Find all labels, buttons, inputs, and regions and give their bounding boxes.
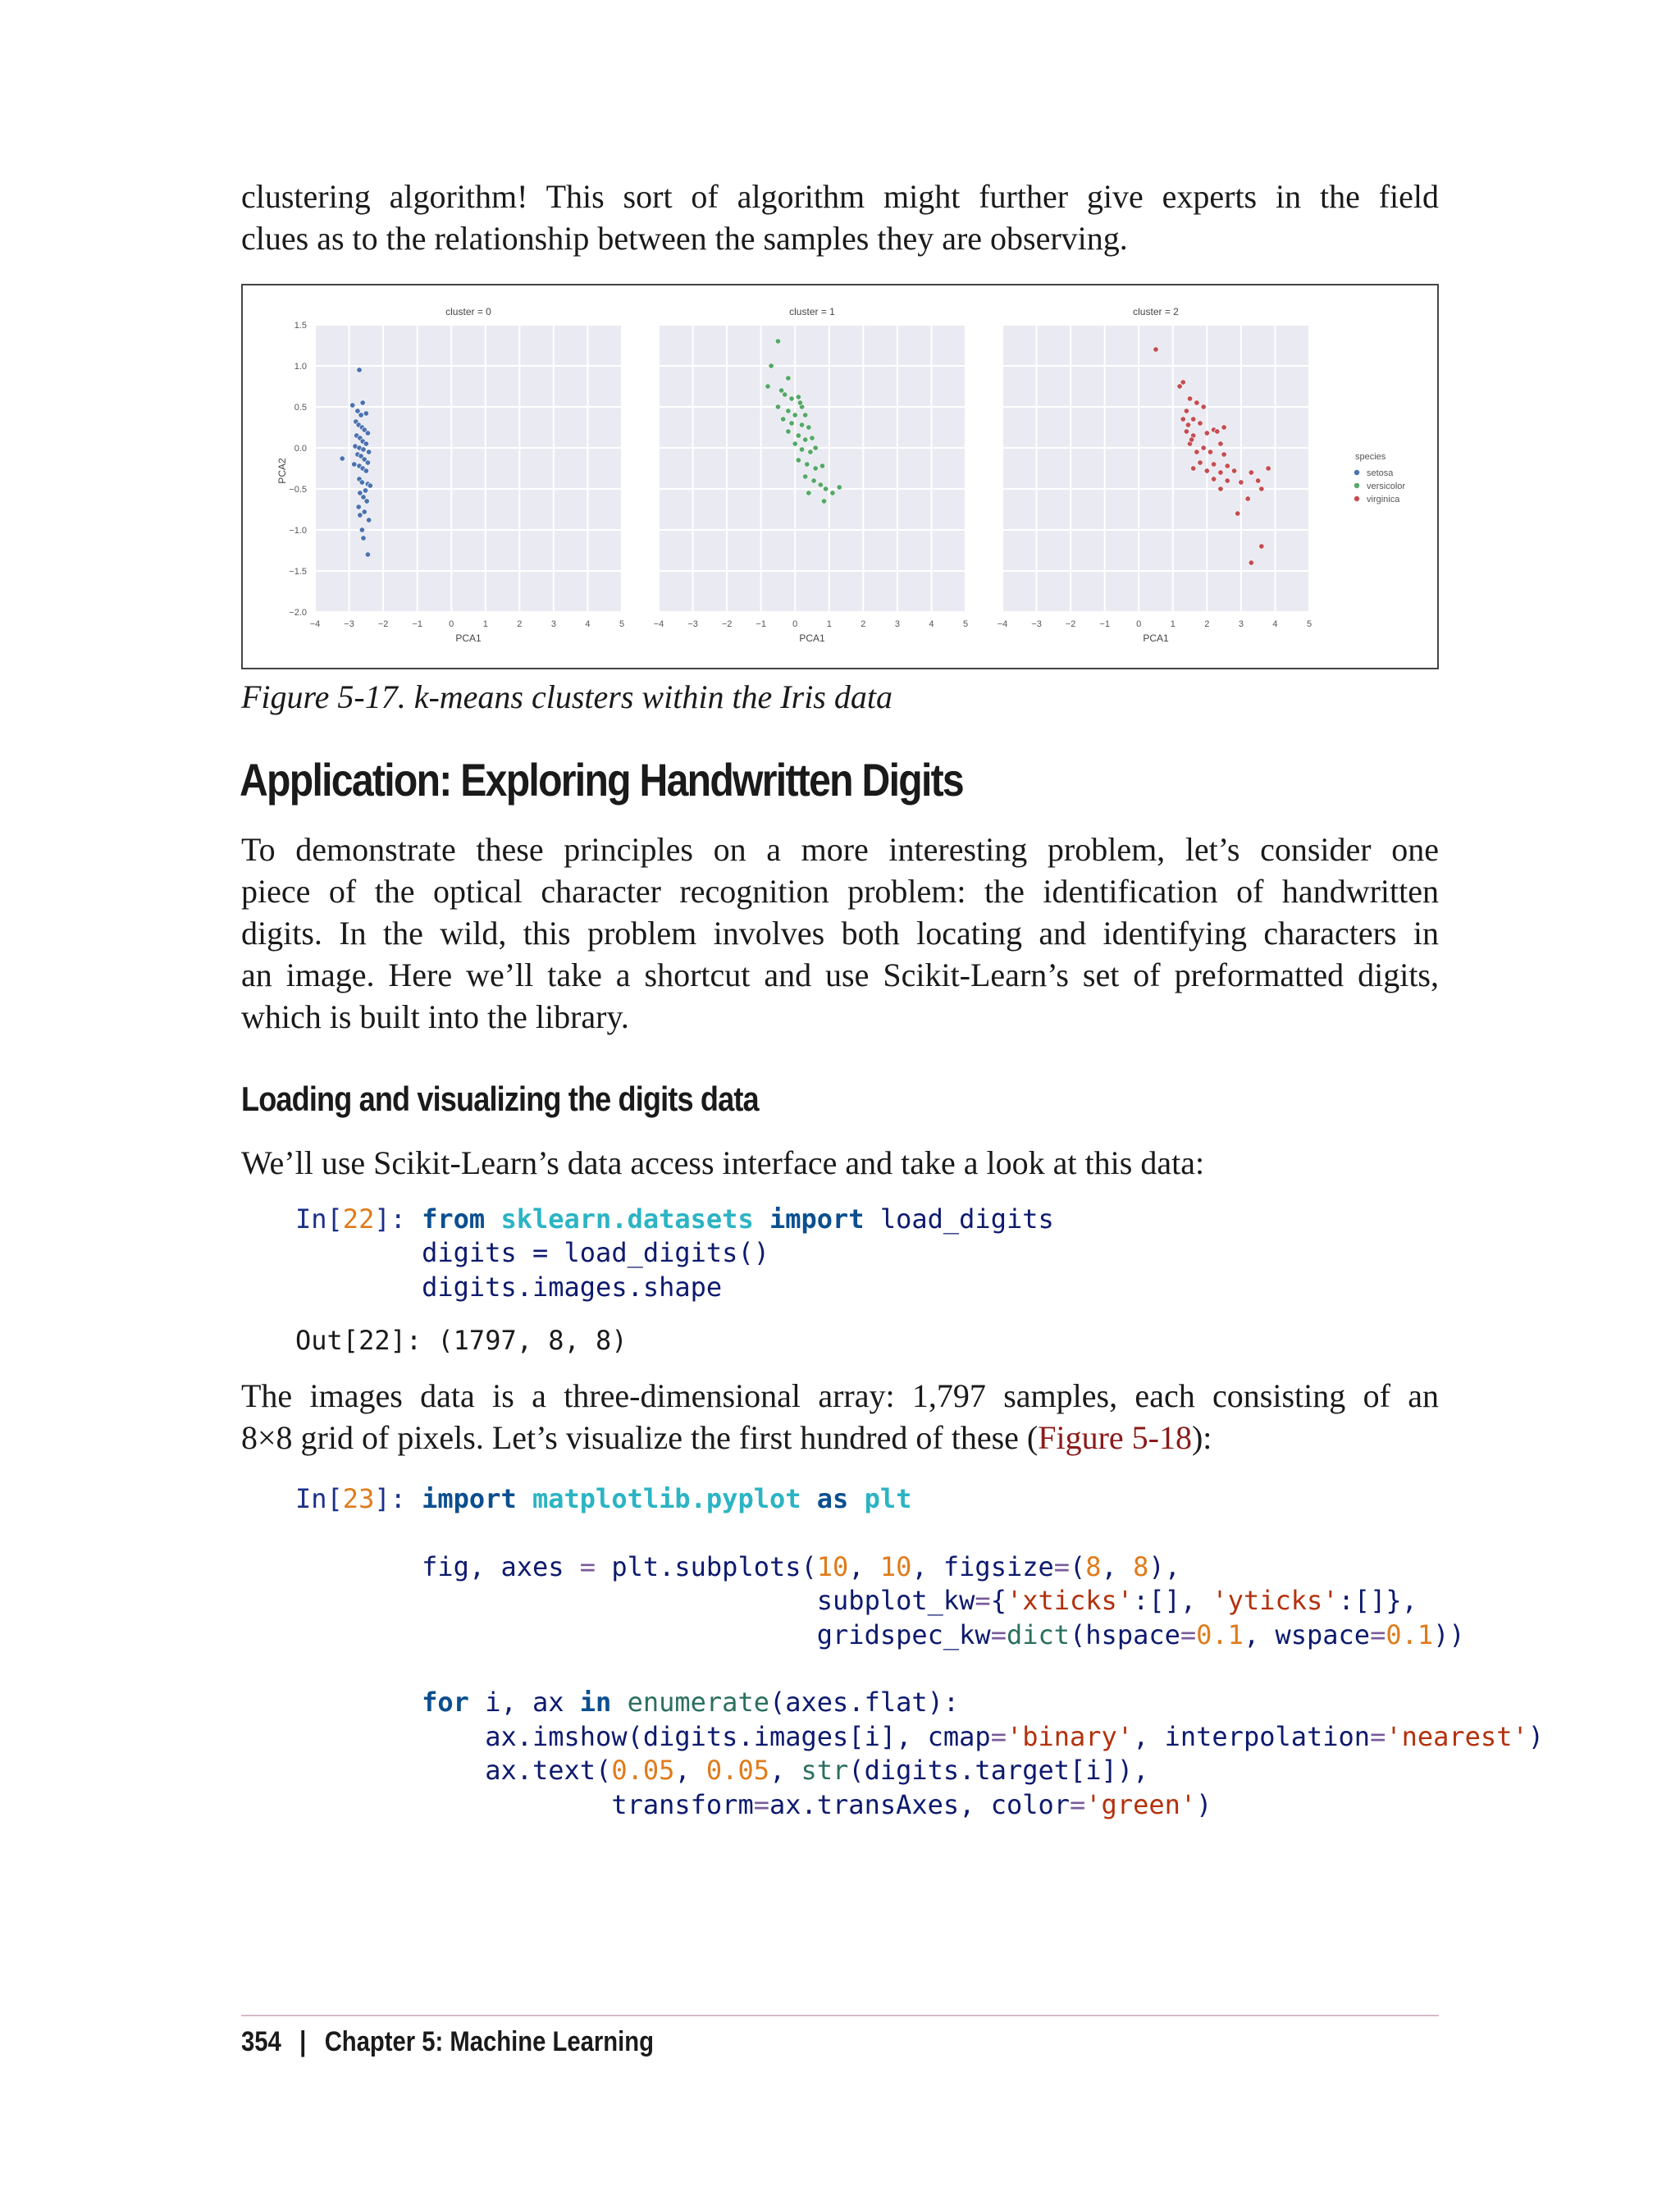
y-axis-label: PCA2 <box>276 458 288 484</box>
x-tick-label: 2 <box>861 619 866 629</box>
x-tick-label: −2 <box>721 619 733 629</box>
scatter-facet-chart <box>243 285 1439 669</box>
facet-title: cluster = 0 <box>445 306 491 317</box>
y-tick-label: 1.0 <box>294 362 307 372</box>
code-line-2: digits = load_digits() <box>422 1237 769 1269</box>
data-point-virginica <box>1225 463 1230 468</box>
code-alias: plt <box>864 1483 912 1514</box>
data-point-virginica <box>1198 421 1203 426</box>
data-point-versicolor <box>808 450 813 454</box>
intro-paragraph <box>241 176 1439 259</box>
x-tick-label: 2 <box>517 619 523 629</box>
data-point-setosa <box>359 480 364 485</box>
code-line-3: digits.images.shape <box>422 1271 723 1303</box>
data-point-setosa <box>360 400 365 405</box>
data-point-versicolor <box>786 429 791 434</box>
x-tick-label: −1 <box>1099 619 1110 629</box>
para1-line-2: piece of the optical character recognition problem: the identification of handwritten <box>241 873 1439 910</box>
data-point-setosa <box>364 499 369 504</box>
x-tick-label: 0 <box>1136 619 1142 629</box>
x-tick-label: 2 <box>1204 619 1210 629</box>
x-tick-label: 1 <box>482 619 488 629</box>
prompt-close: ]: <box>374 1483 406 1514</box>
section-heading: Application: Exploring Handwritten Digits <box>240 754 963 806</box>
intro-line-1: clustering algorithm! This sort of algorithm might further give experts in the field <box>241 178 1439 215</box>
footer-separator: | <box>299 2026 307 2057</box>
figure-caption: Figure 5-17. k-means clusters within the Iris data <box>241 678 892 715</box>
x-tick-label: 1 <box>826 619 832 629</box>
data-point-virginica <box>1211 477 1216 482</box>
data-point-versicolor <box>806 491 811 495</box>
data-point-versicolor <box>806 425 811 430</box>
data-point-versicolor <box>796 433 801 438</box>
data-point-virginica <box>1201 404 1206 409</box>
data-point-versicolor <box>783 392 788 397</box>
data-point-virginica <box>1208 450 1212 454</box>
x-tick-label: 4 <box>929 619 934 629</box>
facet-title: cluster = 1 <box>789 306 835 317</box>
y-tick-label: −1.0 <box>289 526 307 536</box>
data-point-virginica <box>1235 511 1240 516</box>
data-point-virginica <box>1204 468 1209 473</box>
data-point-versicolor <box>797 400 802 405</box>
page-number: 354 <box>241 2026 281 2057</box>
data-point-virginica <box>1204 431 1209 436</box>
legend-label-virginica: virginica <box>1367 495 1400 504</box>
para3-text-end: ): <box>1191 1419 1212 1456</box>
data-point-virginica <box>1225 478 1230 483</box>
facet-title: cluster = 2 <box>1133 306 1179 317</box>
data-point-versicolor <box>830 491 835 495</box>
data-point-versicolor <box>811 478 816 483</box>
figure-5-18-link[interactable]: Figure 5-18 <box>1038 1419 1192 1456</box>
y-tick-label: 0.5 <box>294 403 307 413</box>
x-tick-label: −2 <box>1065 619 1076 629</box>
data-point-virginica <box>1191 417 1196 422</box>
para1-line-4: an image. Here we’ll take a shortcut and use Scikit-Learn’s set of preformatted digits, <box>241 956 1439 993</box>
data-point-virginica <box>1184 409 1189 413</box>
data-point-versicolor <box>837 485 842 490</box>
x-tick-label: −1 <box>756 619 766 629</box>
intro-digits-paragraph <box>241 829 1439 1038</box>
x-tick-label: −4 <box>997 619 1008 629</box>
data-point-versicolor <box>789 396 794 401</box>
x-tick-label: 4 <box>1272 619 1278 629</box>
data-point-setosa <box>368 483 372 488</box>
facet-background <box>1002 325 1309 612</box>
output-line: Out[22]: (1797, 8, 8) <box>295 1325 628 1356</box>
y-tick-label: −0.5 <box>289 485 307 495</box>
data-point-versicolor <box>765 384 770 389</box>
data-point-virginica <box>1201 445 1206 450</box>
data-point-versicolor <box>802 474 807 479</box>
para3-text: 8×8 grid of pixels. Let’s visualize the first hundred of these ( <box>241 1419 1039 1456</box>
para1-line-1: To demonstrate these principles on a more interesting problem, let’s consider one <box>241 831 1439 868</box>
chapter-title: Chapter 5: Machine Learning <box>324 2026 655 2057</box>
prompt-number: 23 <box>342 1483 375 1514</box>
images-paragraph <box>241 1375 1439 1459</box>
data-point-virginica <box>1249 560 1253 565</box>
legend-title: species <box>1355 452 1386 462</box>
data-point-virginica <box>1255 478 1260 483</box>
data-point-virginica <box>1221 425 1226 430</box>
x-tick-label: −3 <box>344 619 354 629</box>
data-point-virginica <box>1185 422 1190 427</box>
code-block-in23: In[23]: import matplotlib.pyplot as plt fig, axes = plt.subplots(10, 10, figsize=(8, 8), subplot_kw={'xticks':[], 'yticks':[]}, gridspec_kw=dict(hspace=0.1, wspace=0.1)) for i, ax in enumerate(axes.flat): ax.imshow(digits.images[i], cmap='binary', interpolation='nearest') ax.text(0.05, 0.05, str(digits.target[i]), transform=ax.transAxes, color='green') <box>295 1483 1544 1820</box>
data-point-virginica <box>1218 441 1223 446</box>
code-output-out22 <box>295 1324 628 1358</box>
data-point-virginica <box>1153 347 1158 352</box>
legend-label-versicolor: versicolor <box>1367 482 1406 491</box>
data-point-versicolor <box>805 462 810 467</box>
x-tick-label: 3 <box>1238 619 1244 629</box>
intro-line-2: clues as to the relationship between the samples they are observing. <box>241 220 1128 257</box>
data-point-virginica <box>1239 480 1244 485</box>
data-point-virginica <box>1259 486 1264 491</box>
data-point-versicolor <box>818 482 823 487</box>
data-point-virginica <box>1218 470 1223 475</box>
para2-line: We’ll use Scikit-Learn’s data access interface and take a look at this data: <box>241 1144 1205 1181</box>
data-point-setosa <box>350 403 355 408</box>
data-access-paragraph <box>241 1142 1439 1184</box>
data-point-setosa <box>363 468 368 473</box>
data-point-versicolor <box>799 447 804 452</box>
prompt-in: In[ <box>295 1203 343 1235</box>
para1-line-3: digits. In the wild, this problem involves both locating and identifying characters in <box>241 915 1439 952</box>
data-point-versicolor <box>810 436 815 441</box>
data-point-versicolor <box>813 466 818 471</box>
data-point-virginica <box>1218 486 1223 491</box>
data-point-setosa <box>363 488 368 493</box>
para1-line-5: which is built into the library. <box>241 998 629 1035</box>
data-point-virginica <box>1249 470 1253 475</box>
code-module: matplotlib.pyplot <box>532 1483 801 1514</box>
data-point-virginica <box>1187 396 1192 401</box>
x-tick-label: 5 <box>619 619 625 629</box>
page-footer <box>241 2026 654 2058</box>
x-tick-label: 0 <box>792 619 798 629</box>
data-point-setosa <box>363 411 368 416</box>
code-keyword: as <box>816 1483 849 1514</box>
x-tick-label: −3 <box>687 619 698 629</box>
x-tick-label: −4 <box>653 619 664 629</box>
data-point-versicolor <box>786 376 791 381</box>
data-point-versicolor <box>780 417 785 422</box>
para3-line-1: The images data is a three-dimensional array: 1,797 samples, each consisting of an <box>241 1377 1439 1414</box>
code-name: load_digits <box>879 1203 1054 1235</box>
data-point-setosa <box>358 413 363 418</box>
y-tick-label: −1.5 <box>289 567 307 577</box>
data-point-virginica <box>1266 466 1271 471</box>
data-point-setosa <box>357 368 362 372</box>
data-point-versicolor <box>792 441 797 446</box>
data-point-virginica <box>1194 400 1199 405</box>
data-point-versicolor <box>796 458 801 463</box>
x-tick-label: −1 <box>412 619 422 629</box>
data-point-virginica <box>1231 468 1236 473</box>
data-point-setosa <box>352 462 357 467</box>
data-point-versicolor <box>819 463 824 468</box>
data-point-setosa <box>361 536 366 541</box>
data-point-virginica <box>1259 544 1264 549</box>
x-tick-label: 1 <box>1170 619 1176 629</box>
data-point-virginica <box>1215 429 1220 434</box>
prompt-in: In[ <box>295 1483 343 1514</box>
data-point-setosa <box>365 460 370 465</box>
legend-label-setosa: setosa <box>1367 468 1394 478</box>
legend-marker-setosa <box>1354 470 1359 475</box>
x-tick-label: 5 <box>962 619 969 629</box>
subsection-heading: Loading and visualizing the digits data <box>241 1080 759 1118</box>
figure-kmeans-clusters <box>241 284 1439 669</box>
data-point-setosa <box>365 431 370 436</box>
legend-marker-versicolor <box>1354 483 1359 488</box>
x-axis-label: PCA1 <box>799 632 825 644</box>
data-point-virginica <box>1245 496 1250 501</box>
data-point-virginica <box>1191 466 1196 471</box>
data-point-versicolor <box>802 437 807 442</box>
x-tick-label: −2 <box>377 619 389 629</box>
para3-line-2 <box>241 1417 1439 1459</box>
data-point-versicolor <box>775 339 780 344</box>
x-tick-label: 3 <box>550 619 556 629</box>
x-tick-label: −4 <box>309 619 321 629</box>
code-module: sklearn.datasets <box>500 1203 754 1235</box>
x-tick-label: 0 <box>449 619 454 629</box>
y-tick-label: −2.0 <box>289 608 307 618</box>
x-tick-label: 5 <box>1306 619 1312 629</box>
data-point-versicolor <box>792 413 797 418</box>
data-point-versicolor <box>786 409 791 413</box>
data-point-virginica <box>1180 417 1185 422</box>
y-tick-label: 1.5 <box>294 321 307 331</box>
code-keyword: from <box>422 1203 486 1235</box>
data-point-versicolor <box>789 421 794 426</box>
x-tick-label: 3 <box>894 619 900 629</box>
data-point-virginica <box>1177 384 1182 389</box>
x-axis-label: PCA1 <box>455 632 482 644</box>
data-point-setosa <box>365 552 370 557</box>
data-point-virginica <box>1194 450 1199 454</box>
code-block-in22 <box>295 1203 1054 1304</box>
data-point-setosa <box>366 450 371 454</box>
data-point-versicolor <box>821 499 826 504</box>
legend-marker-virginica <box>1354 496 1359 501</box>
code-keyword: import <box>422 1483 517 1514</box>
facet-background <box>659 325 966 612</box>
prompt-number: 22 <box>342 1203 375 1235</box>
data-point-setosa <box>362 509 367 514</box>
data-point-setosa <box>361 447 366 452</box>
data-point-setosa <box>363 441 368 446</box>
data-point-setosa <box>358 513 363 518</box>
x-tick-label: −3 <box>1031 619 1042 629</box>
x-tick-label: 4 <box>585 619 591 629</box>
data-point-versicolor <box>769 363 774 368</box>
data-point-virginica <box>1221 452 1226 457</box>
data-point-setosa <box>340 456 345 461</box>
data-point-versicolor <box>813 445 818 450</box>
code-keyword: import <box>769 1203 865 1235</box>
y-tick-label: 0.0 <box>294 444 307 454</box>
data-point-setosa <box>359 527 364 532</box>
data-point-virginica <box>1189 437 1194 442</box>
data-point-virginica <box>1184 429 1189 434</box>
data-point-versicolor <box>796 395 801 399</box>
data-point-versicolor <box>775 404 780 409</box>
data-point-virginica <box>1211 462 1216 467</box>
data-point-versicolor <box>823 486 828 491</box>
data-point-setosa <box>356 504 361 509</box>
prompt-close: ]: <box>374 1203 406 1235</box>
x-axis-label: PCA1 <box>1143 632 1169 644</box>
data-point-setosa <box>366 518 371 523</box>
data-point-versicolor <box>802 413 807 418</box>
footer-rule <box>241 2015 1439 2016</box>
data-point-versicolor <box>799 422 804 427</box>
data-point-virginica <box>1198 460 1203 465</box>
